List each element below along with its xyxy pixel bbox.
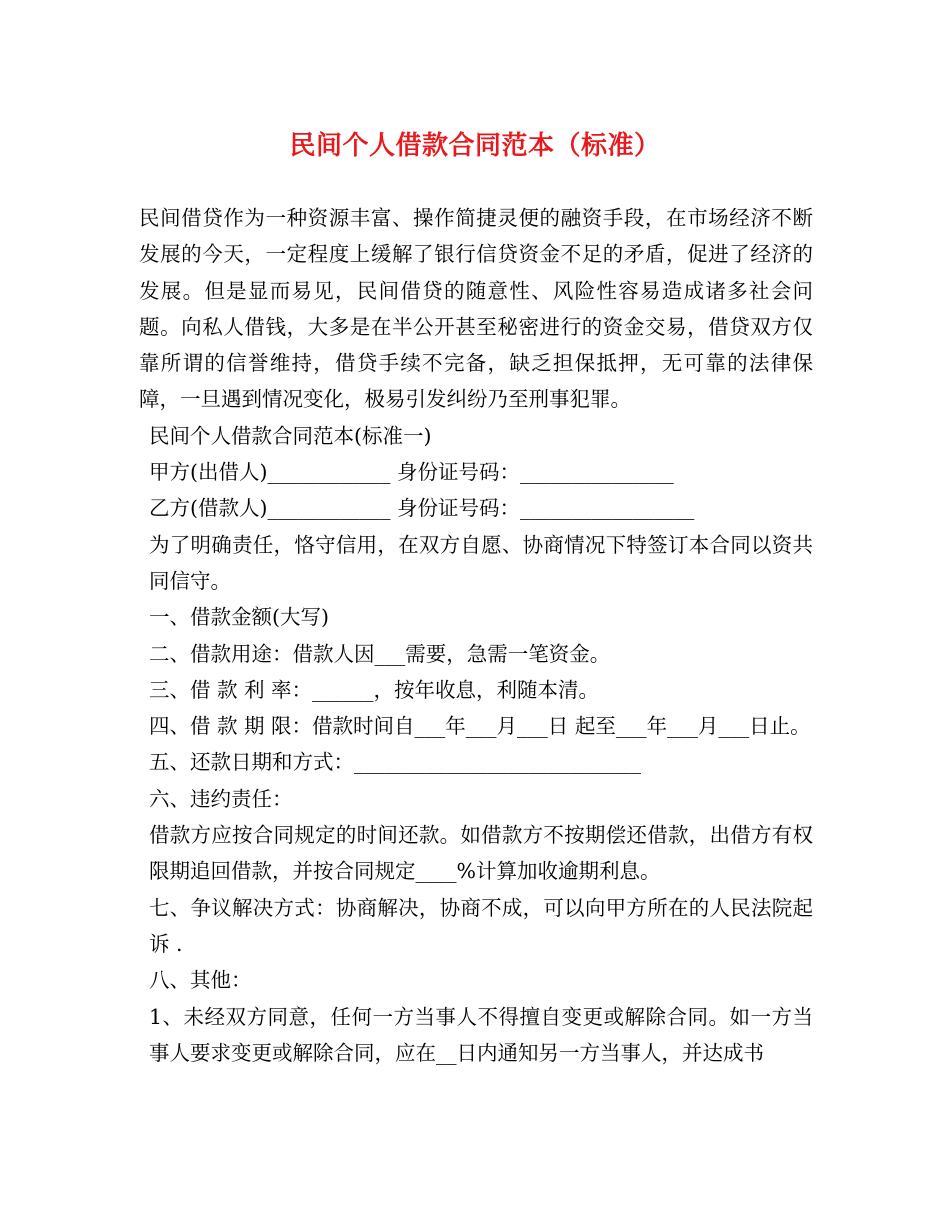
- clause-other-item-1: 1、未经双方同意，任何一方当事人不得擅自变更或解除合同。如一方当事人要求变更或解除合同，应在__日内通知另一方当事人，并达成书: [149, 1004, 813, 1065]
- document-title: 民间个人借款合同范本（标准）: [289, 131, 661, 161]
- clause-liability-text: 借款方应按合同规定的时间还款。如借款方不按期偿还借款，出借方有权限期追回借款，并按合同规定____%计算加收逾期利息。: [149, 823, 813, 884]
- preamble-paragraph: 为了明确责任，恪守信用，在双方自愿、协商情况下特签订本合同以资共同信守。: [149, 532, 813, 593]
- party-a-line: 甲方(出借人)____________ 身份证号码：_______________: [149, 460, 674, 485]
- clause-repayment: 五、还款日期和方式：____________________________: [149, 750, 641, 775]
- clause-loan-purpose: 二、借款用途：借款人因___需要，急需一笔资金。: [149, 641, 611, 666]
- clause-loan-term: 四、借 款 期 限：借款时间自___年___月___日 起至___年___月___日止。: [149, 714, 811, 739]
- document-body: [139, 200, 813, 1071]
- clause-loan-amount: 一、借款金额(大写): [149, 605, 329, 630]
- clause-liability-heading: 六、违约责任：: [149, 786, 293, 811]
- clause-other-heading: 八、其他：: [149, 968, 252, 993]
- party-b-line: 乙方(借款人)____________ 身份证号码：_________________: [149, 496, 695, 521]
- clause-dispute-resolution: 七、争议解决方式：协商解决，协商不成，可以向甲方所在的人民法院起诉 .: [149, 895, 813, 956]
- clause-interest-rate: 三、借 款 利 率：______，按年收息，利随本清。: [149, 677, 600, 702]
- contract-subtitle: 民间个人借款合同范本(标准一): [149, 423, 432, 448]
- intro-paragraph: 民间借贷作为一种资源丰富、操作简捷灵便的融资手段，在市场经济不断发展的今天，一定程度上缓解了银行信贷资金不足的矛盾，促进了经济的发展。但是显而易见，民间借贷的随意性、风险性容易造成诸多社会问题。向私人借钱，大多是在半公开甚至秘密进行的资金交易，借贷双方仅靠所谓的信誉维持，借贷手续不完备，缺乏担保抵押，无可靠的法律保障，一旦遇到情况变化，极易引发纠纷乃至刑事犯罪。: [139, 206, 813, 412]
